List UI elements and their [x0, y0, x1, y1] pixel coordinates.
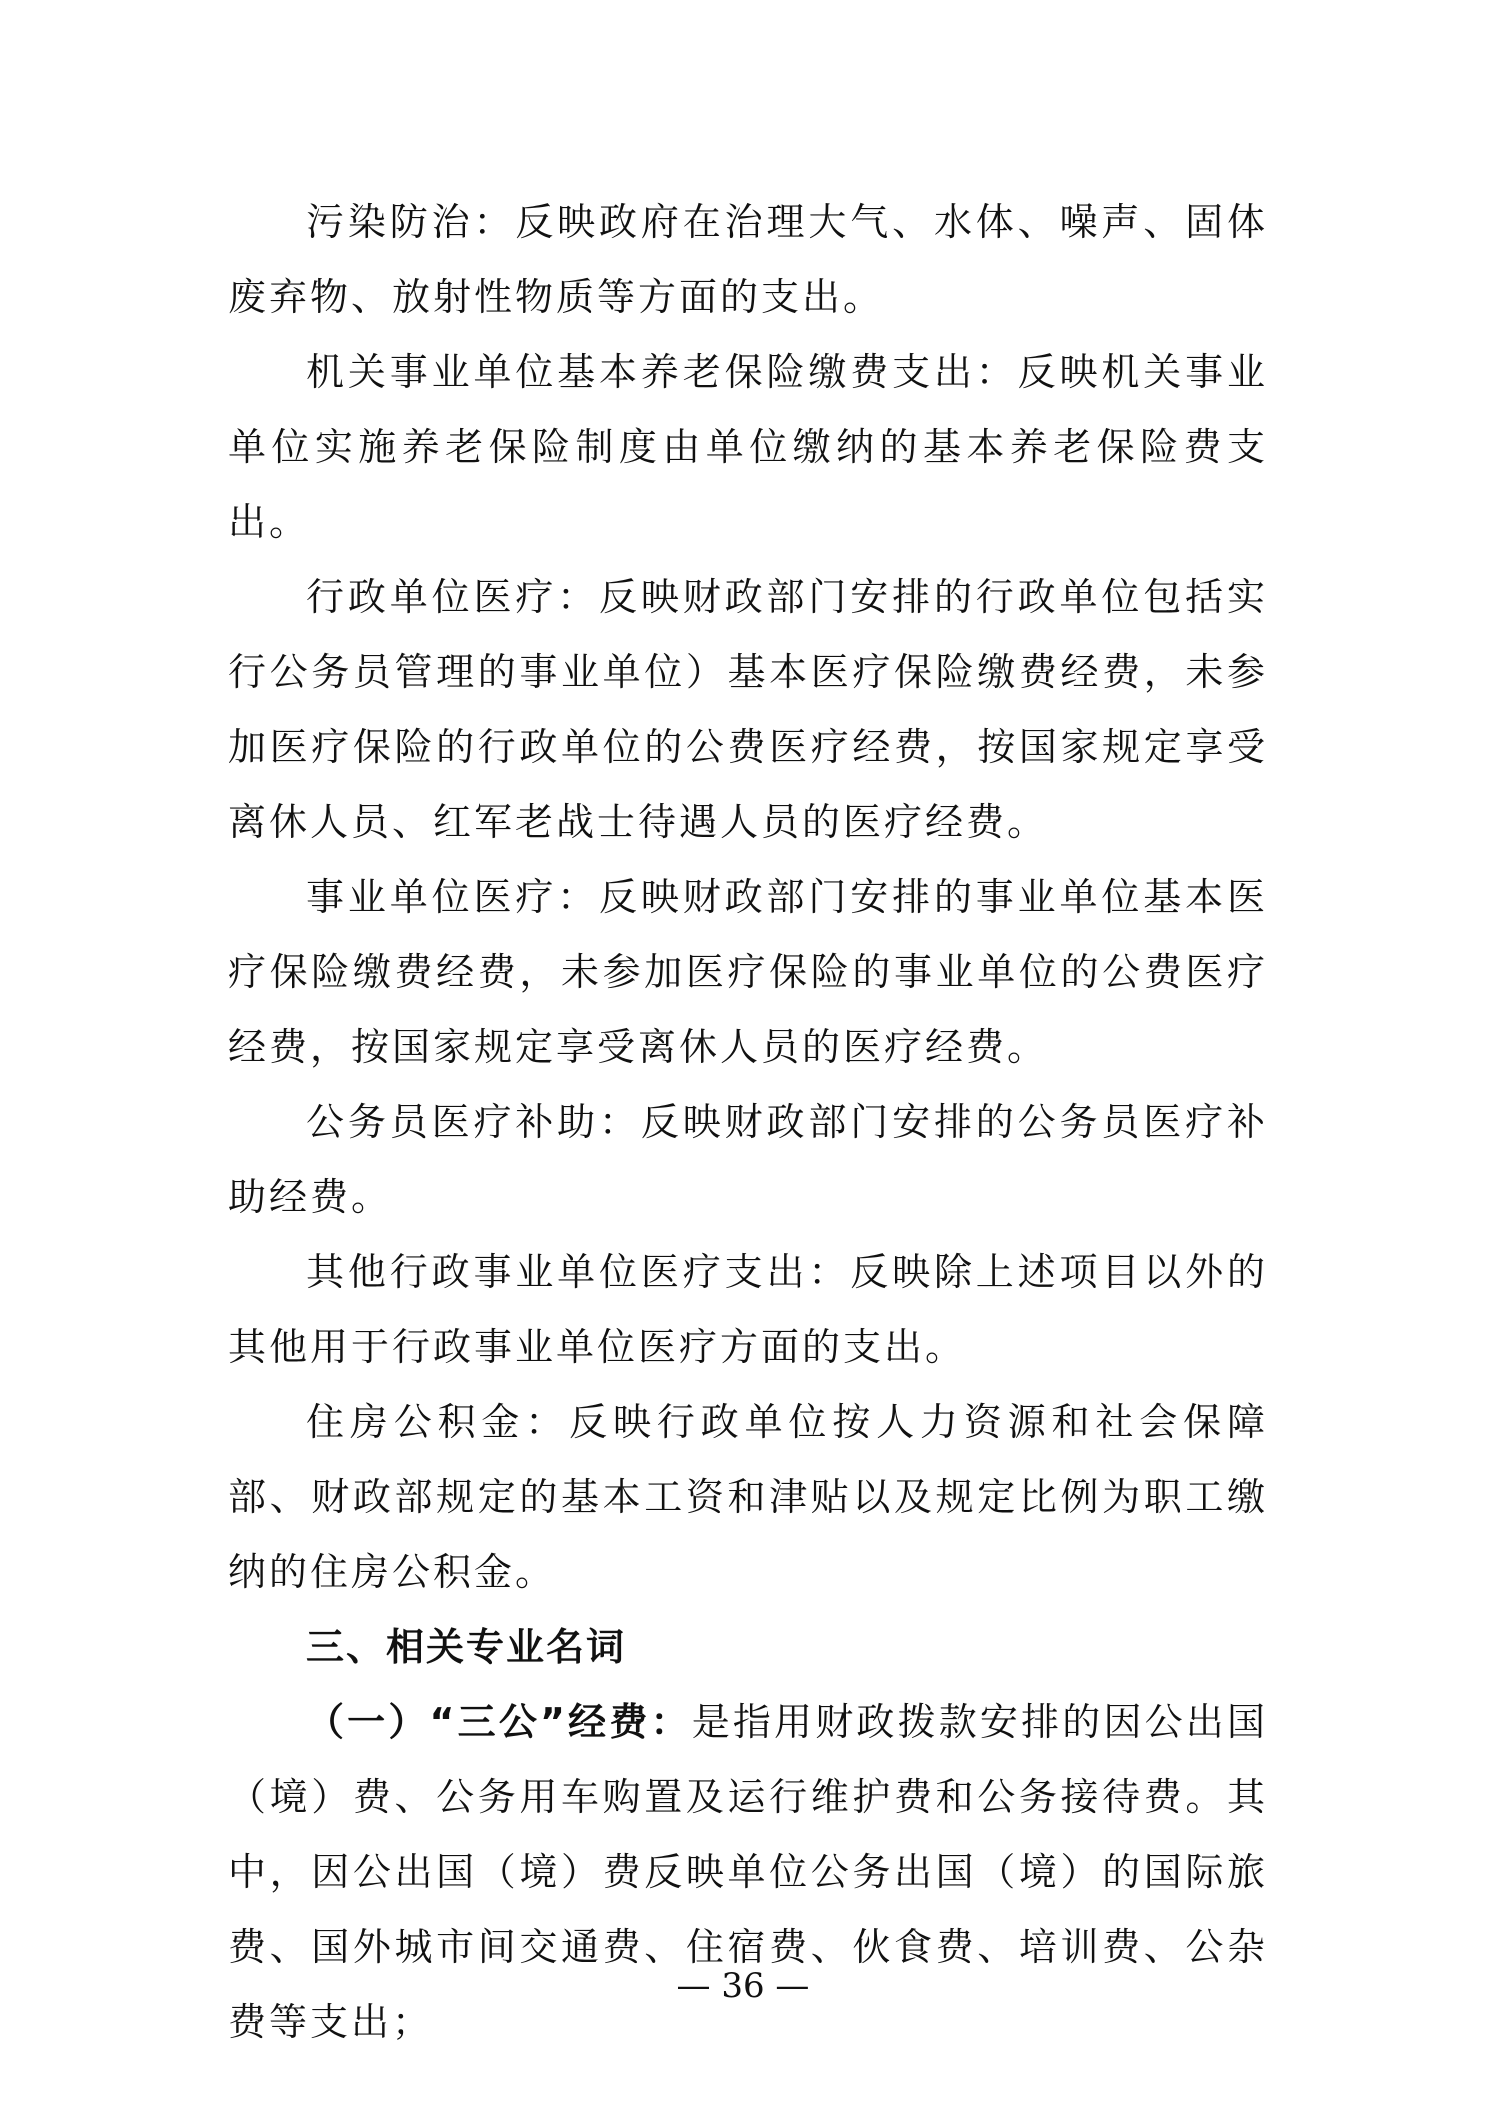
paragraph-admin-medical: 行政单位医疗：反映财政部门安排的行政单位包括实行公务员管理的事业单位）基本医疗保险缴费经费，未参加医疗保险的行政单位的公费医疗经费，按国家规定享受离休人员、红军老战士待遇人员的医疗经费。	[228, 575, 1268, 844]
section-heading: 三、相关专业名词	[306, 1625, 627, 1669]
page-number: — 36 —	[676, 1966, 810, 2006]
sub-item-text: 是指用财政拨款安排的因公出国（境）费、公务用车购置及运行维护费和公务接待费。其中，因公出国（境）费反映单位公务出国（境）的国际旅费、国外城市间交通费、住宿费、伙食费、培训费、公杂费等支出；	[228, 1700, 1268, 2044]
paragraph-institution-medical: 事业单位医疗：反映财政部门安排的事业单位基本医疗保险缴费经费，未参加医疗保险的事业单位的公费医疗经费，按国家规定享受离休人员的医疗经费。	[228, 875, 1268, 1069]
paragraph-housing-fund: 住房公积金：反映行政单位按人力资源和社会保障部、财政部规定的基本工资和津贴以及规定比例为职工缴纳的住房公积金。	[228, 1400, 1268, 1594]
paragraph-civil-servant-medical-subsidy: 公务员医疗补助：反映财政部门安排的公务员医疗补助经费。	[228, 1100, 1268, 1219]
paragraph-other-medical: 其他行政事业单位医疗支出：反映除上述项目以外的其他用于行政事业单位医疗方面的支出。	[228, 1250, 1268, 1369]
paragraph-pollution-control: 污染防治：反映政府在治理大气、水体、噪声、固体废弃物、放射性物质等方面的支出。	[228, 200, 1268, 319]
paragraph-pension-insurance: 机关事业单位基本养老保险缴费支出：反映机关事业单位实施养老保险制度由单位缴纳的基本养老保险费支出。	[228, 350, 1268, 544]
page-body	[228, 185, 1268, 2060]
sub-item-lead: （一）“三公”经费：	[306, 1700, 692, 1744]
